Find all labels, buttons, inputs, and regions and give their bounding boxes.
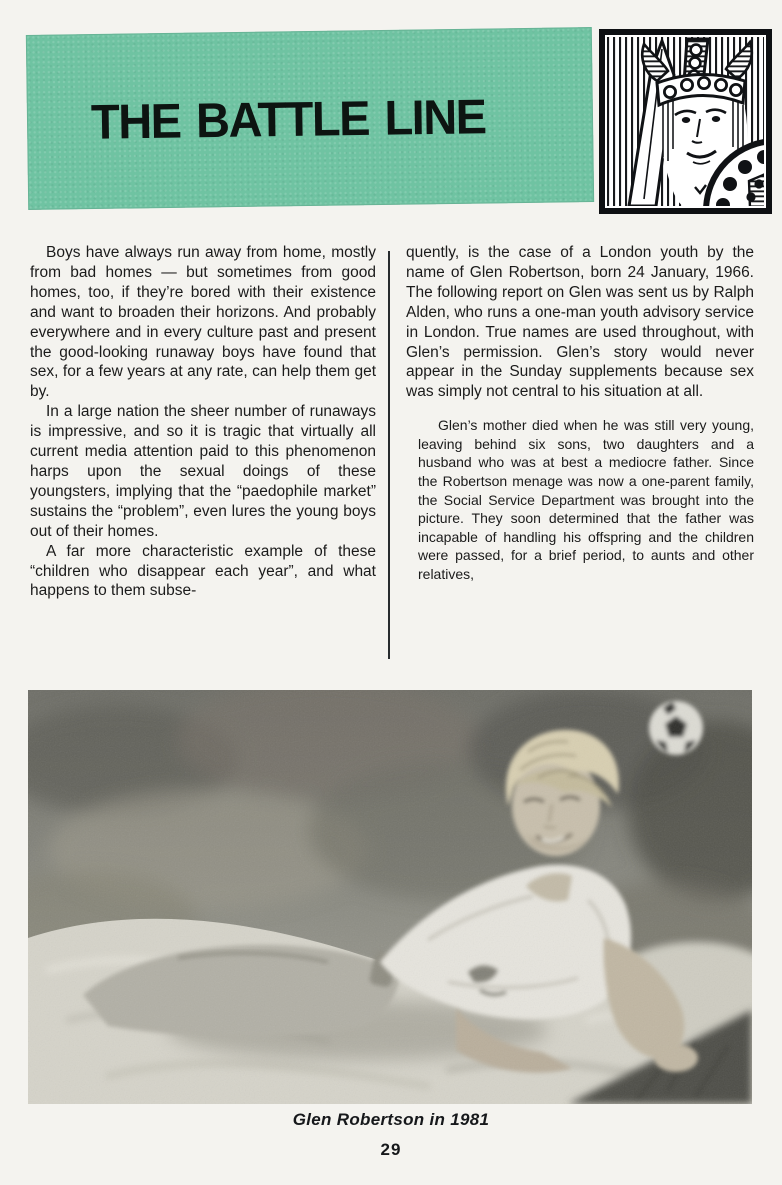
paragraph: In a large nation the sheer number of runaways is impressive, and so it is tragic that virtually all current media attention paid to this phenomenon harps upon the sexual doings of these youngsters, implying that the “paedophile market” sustains the “problem”, even lures the young boys out of their homes.	[30, 403, 376, 540]
photo-glen-robertson	[28, 690, 752, 1104]
paragraph: quently, is the case of a London youth by the name of Glen Robertson, born 24 January, 1966. The following report on Glen was sent us by Ralph Alden, who runs a one-man youth advisory service in London. True names are used throughout, with Glen’s permission. Glen’s story would never appear in the Sunday supplements because sex was simply not central to his situation at all.	[406, 244, 754, 401]
column-divider	[388, 251, 390, 659]
paragraph: Glen’s mother died when he was still very young, leaving behind six sons, two daughters and a husband who was at best a mediocre father. Since the Robertson menage was now a one-parent family, the Social Service Department was brought into the picture. They soon determined that the father was incapable of handling his offspring and the children were passed, for a brief period, to aunts and other relatives,	[418, 417, 754, 582]
page-title: THE BATTLE LINE	[90, 88, 486, 150]
photo-caption: Glen Robertson in 1981	[292, 1110, 490, 1129]
left-column	[30, 243, 376, 601]
paragraph: Boys have always run away from home, mostly from bad homes — but sometimes from good homes, too, if they’re bored with their existence and want to broaden their horizons. And probably everywhere and in every culture past and present the good-looking runaway boys have found that sex, for a few years at any rate, can help them get by.	[30, 244, 376, 401]
header-banner	[26, 27, 594, 210]
article-body	[30, 243, 754, 668]
page-number: 29	[380, 1140, 402, 1159]
right-column	[406, 243, 754, 584]
paragraph: A far more characteristic example of these “children who disappear each year”, and what happens to them subse-	[30, 542, 376, 600]
viking-warrior-woodcut-icon	[599, 29, 772, 214]
